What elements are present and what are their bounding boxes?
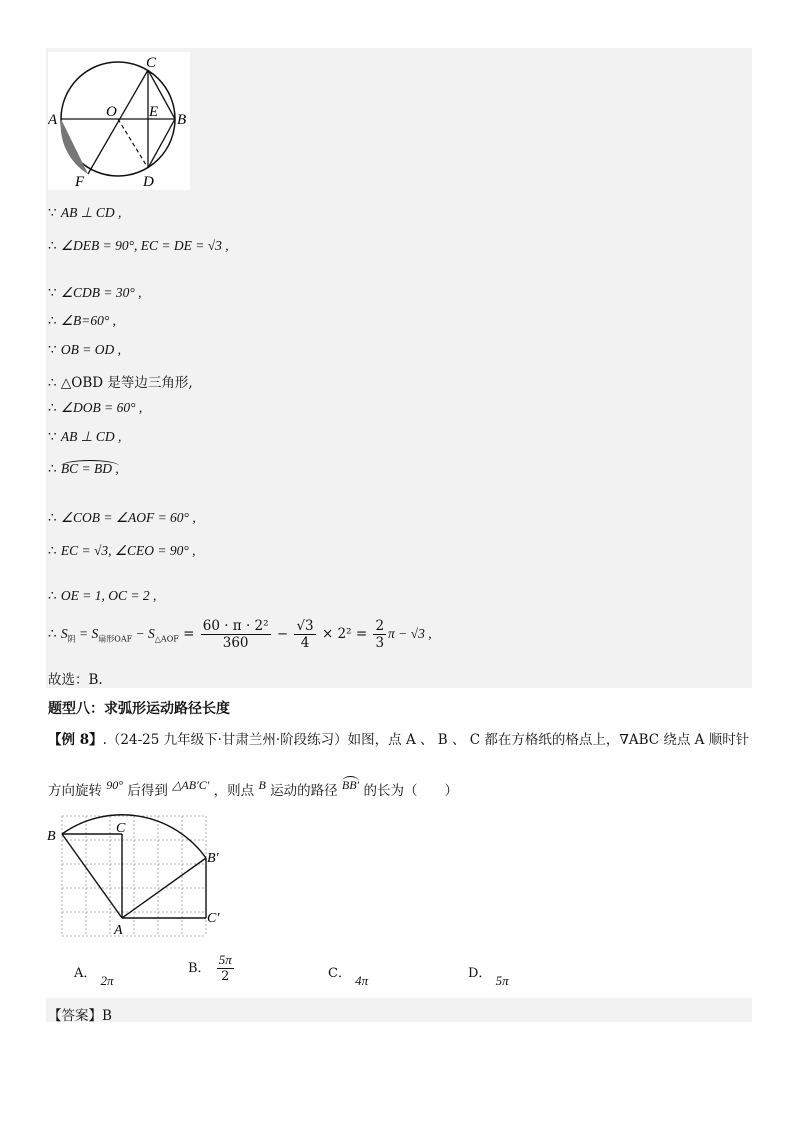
label-A: A [48, 112, 58, 128]
option-b[interactable]: B． $\frac{5\pi}{2}$ [188, 952, 232, 984]
label-C: C [116, 821, 126, 836]
label-O: O [106, 104, 117, 120]
label-A: A [114, 923, 123, 938]
example-line-1: 【例 8】.（24-25 九年级下·甘肃兰州·阶段练习）如图，点 A 、 B 、 C 都在方格纸的格点上，∇ABC 绕点 A 顺时针 [48, 732, 750, 748]
label-D: D [143, 174, 154, 190]
answer: 【答案】B [48, 1008, 112, 1024]
option-a[interactable]: A． 2π [74, 966, 114, 988]
step-8: ∵ AB ⊥ CD , [48, 429, 122, 445]
step-3: ∵ ∠CDB = 30° , [48, 285, 142, 301]
choice-line: 故选：B. [48, 672, 103, 688]
circle-figure [48, 52, 190, 190]
example-line-2: 方向旋转 90° 后得到 △AB′C′ ，则点 B 运动的路径 BB′ 的长为（ ） [48, 778, 458, 799]
step-12: ∴ OE = 1, OC = 2 , [48, 588, 157, 604]
option-d[interactable]: D． 5π [468, 966, 509, 988]
step-9: ∴ BC = BD , [48, 461, 119, 477]
step-1: ∵ AB ⊥ CD , [48, 205, 122, 221]
label-E: E [149, 104, 159, 120]
fraction-two-thirds: $\frac{2}{3}$ [375, 618, 385, 651]
step-5: ∵ OB = OD , [48, 342, 121, 358]
area-formula: ∴ $S_阴 = S_{扇形OAF} - S_{\triangle AOF}$ = $\frac{\text{60 · π · 2²}}{360}$ − $\frac{√3}{4}$ × 2² = $\frac{2}{3}$ π − √3 , [48, 618, 432, 651]
label-C: C [146, 55, 157, 71]
step-10: ∴ ∠COB = ∠AOF = 60° , [48, 510, 196, 526]
label-B: B [47, 829, 56, 844]
step-4: ∴ ∠B=60° , [48, 313, 116, 329]
fraction-root3: $\frac{√3}{4}$ [296, 618, 314, 651]
fraction-sector: $\frac{\text{60 · π · 2²}}{360}$ [202, 618, 269, 651]
label-C-prime: C′ [207, 911, 220, 926]
step-6: ∴ △OBD 是等边三角形, [48, 375, 193, 391]
label-B-prime: B′ [207, 851, 219, 866]
step-7: ∴ ∠DOB = 60° , [48, 400, 143, 416]
rotation-grid-figure [44, 808, 244, 942]
option-c[interactable]: C． 4π [328, 966, 369, 988]
step-2: ∴ ∠DEB = 90°, EC = DE = √3 , [48, 238, 229, 254]
section-title: 题型八：求弧形运动路径长度 [48, 701, 230, 717]
answer-panel [46, 998, 752, 1022]
label-F: F [75, 174, 85, 190]
label-B: B [177, 112, 187, 128]
step-11: ∴ EC = √3, ∠CEO = 90° , [48, 543, 196, 559]
